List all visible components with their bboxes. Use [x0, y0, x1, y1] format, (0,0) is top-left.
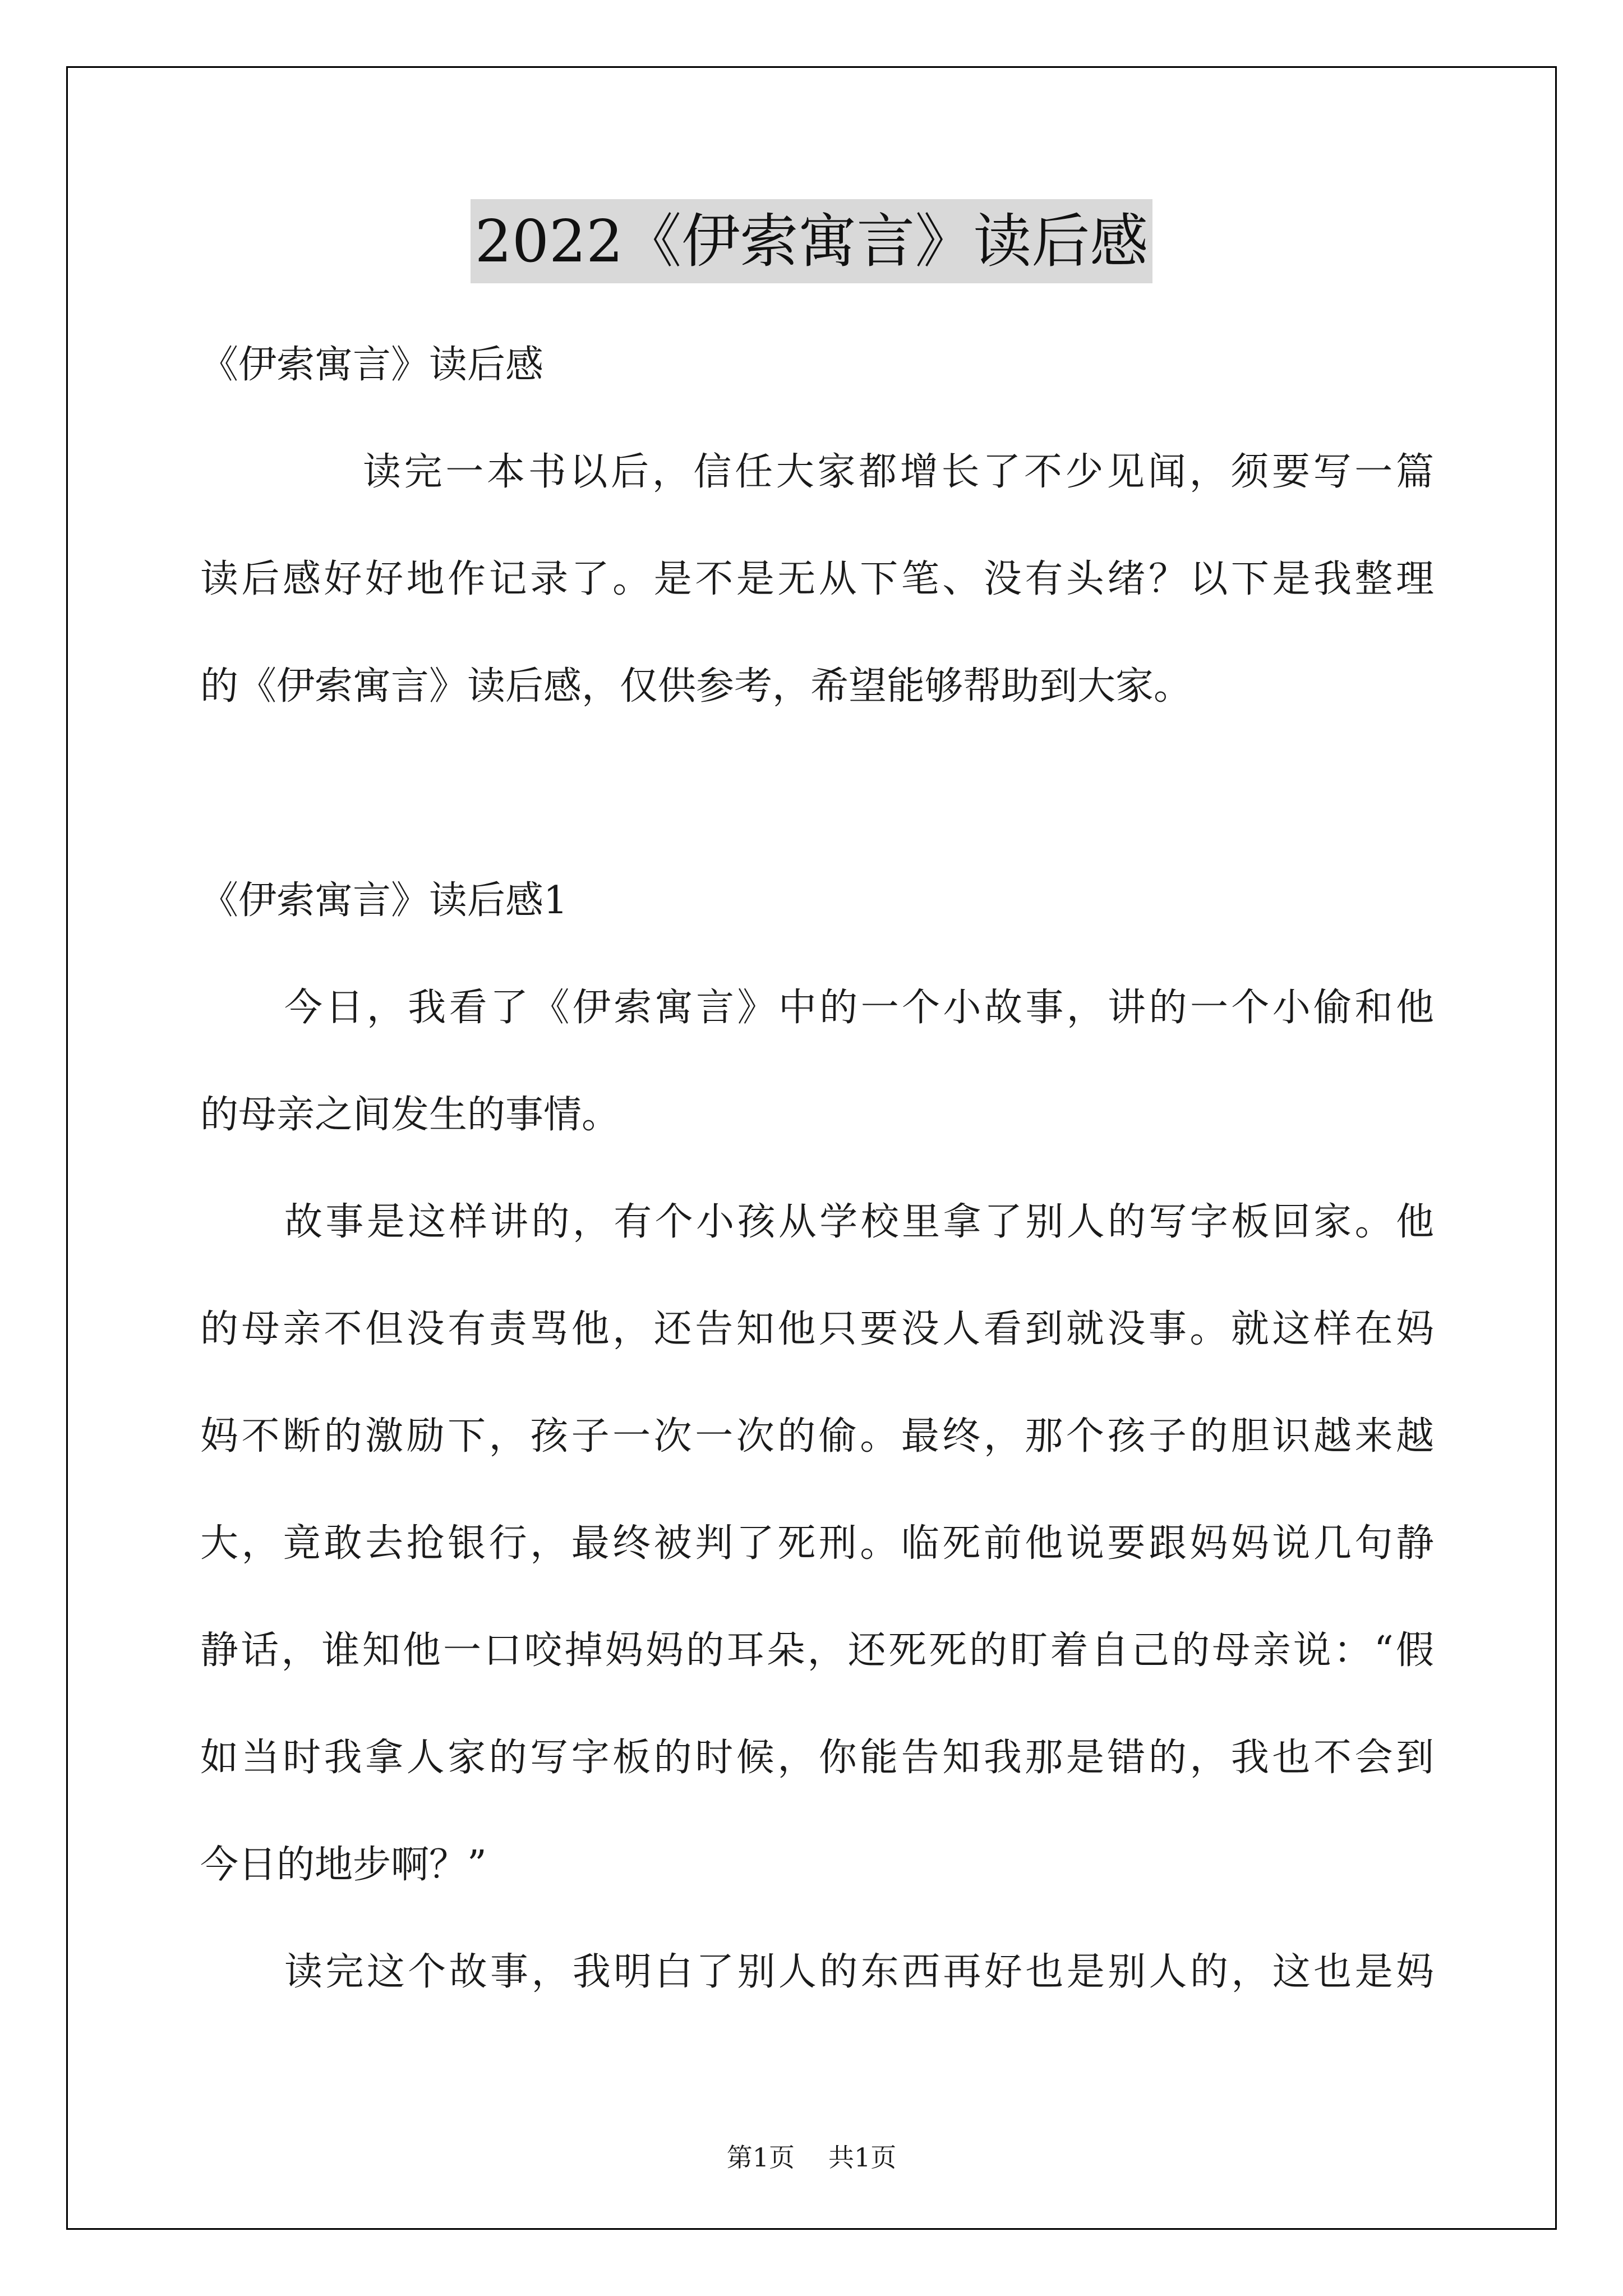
intro-line-2: 读后感好好地作记录了。是不是无从下笔、没有头绪？以下是我整理: [200, 557, 1434, 601]
paragraph1-line-1: 今日，我看了《伊索寓言》中的一个小故事，讲的一个小偷和他: [284, 986, 1434, 1030]
intro-line-1: 读完一本书以后，信任大家都增长了不少见闻，须要写一篇: [363, 450, 1434, 494]
paragraph2-line-6: 如当时我拿人家的写字板的时候，你能告知我那是错的，我也不会到: [200, 1736, 1434, 1780]
paragraph2-line-2: 的母亲不但没有责骂他，还告知他只要没人看到就没事。就这样在妈: [200, 1307, 1434, 1351]
paragraph2-line-4: 大，竟敢去抢银行，最终被判了死刑。临死前他说要跟妈妈说几句静: [200, 1521, 1434, 1566]
title-wrap: [0, 199, 1623, 283]
intro-line-3: 的《伊索寓言》读后感，仅供参考，希望能够帮助到大家。: [200, 664, 1192, 708]
section-heading: 《伊索寓言》读后感1: [200, 878, 568, 923]
paragraph2-line-1: 故事是这样讲的，有个小孩从学校里拿了别人的写字板回家。他: [284, 1200, 1434, 1244]
spacer: [200, 740, 1434, 847]
paragraph2-line-5: 静话，谁知他一口咬掉妈妈的耳朵，还死死的盯着自己的母亲说：“假: [200, 1628, 1434, 1673]
paragraph2-line-3: 妈不断的激励下，孩子一次一次的偷。最终，那个孩子的胆识越来越: [200, 1414, 1434, 1458]
paragraph2-line-7: 今日的地步啊？”: [200, 1843, 487, 1887]
document-body: [200, 311, 1434, 2026]
document-title: 2022《伊索寓言》读后感: [471, 199, 1153, 283]
page-total: 共1页: [828, 2142, 897, 2173]
paragraph1-line-2: 的母亲之间发生的事情。: [200, 1093, 620, 1137]
page-footer: [0, 2137, 1623, 2174]
paragraph3-line-1: 读完这个故事，我明白了别人的东西再好也是别人的，这也是妈: [284, 1950, 1434, 1994]
page-current: 第1页: [726, 2142, 795, 2173]
main-heading: 《伊索寓言》读后感: [200, 343, 544, 387]
